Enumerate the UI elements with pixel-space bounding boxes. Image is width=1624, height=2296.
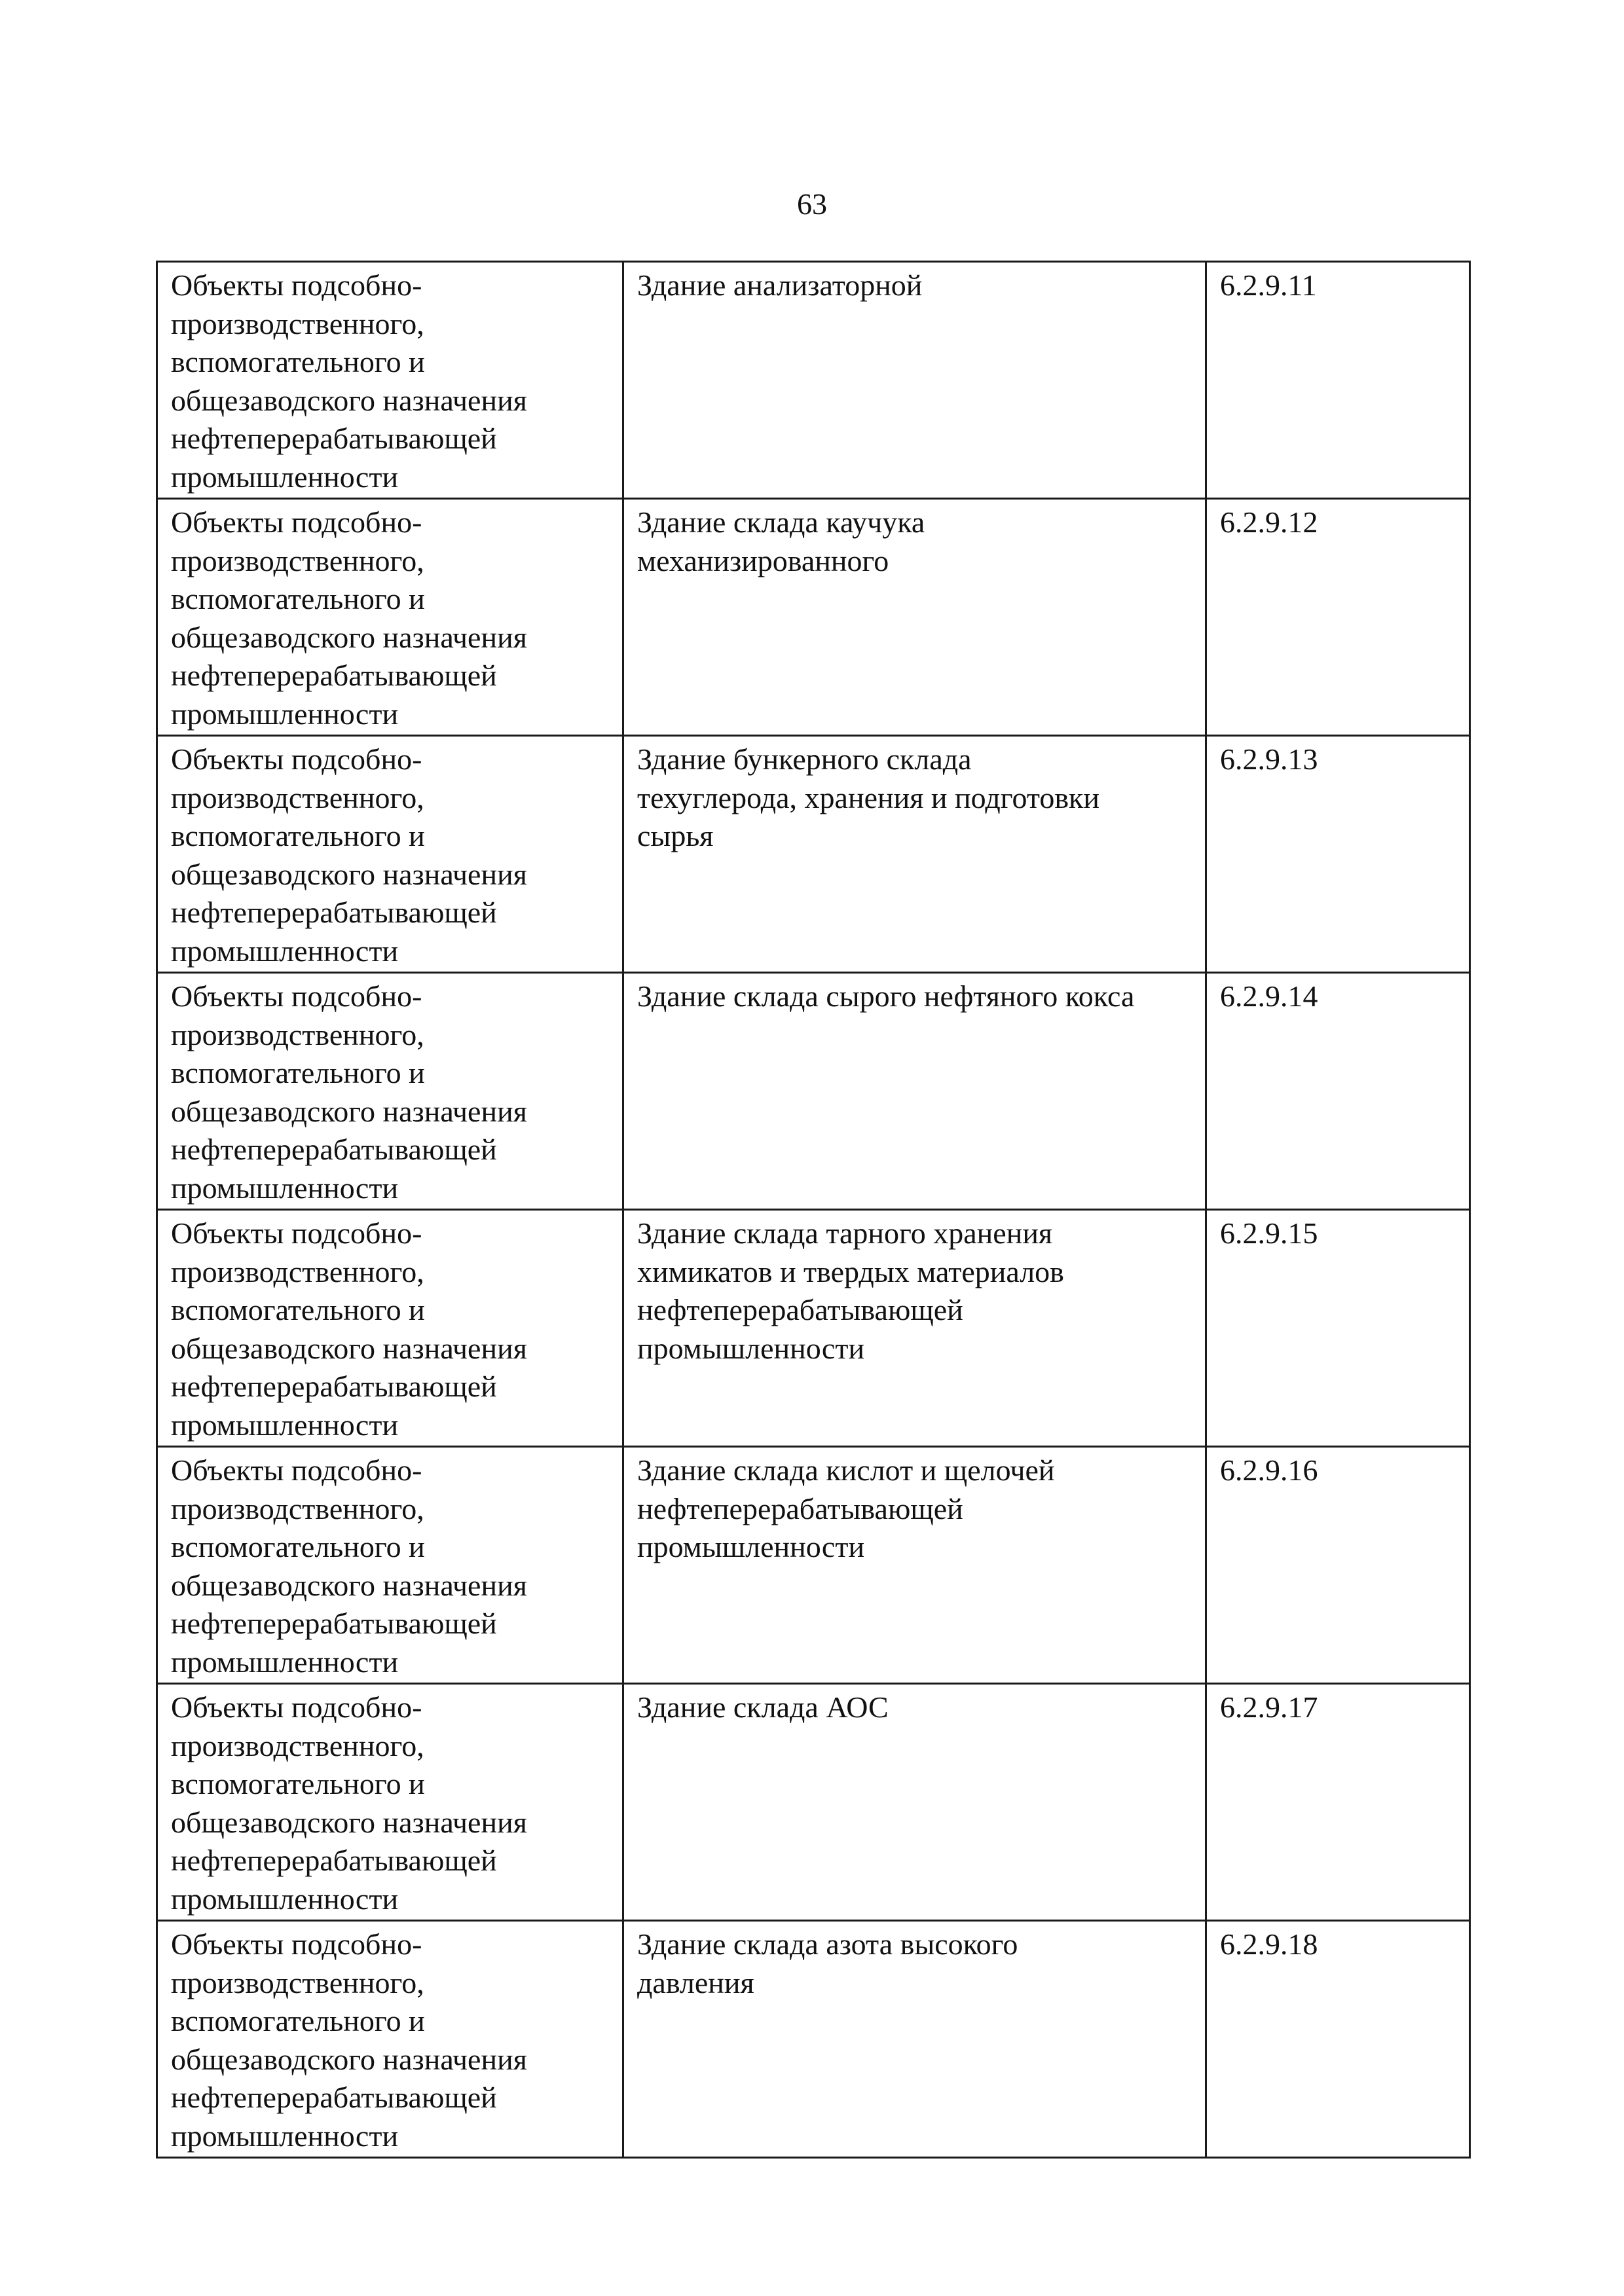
code-value: 6.2.9.13 xyxy=(1220,742,1318,776)
category-line: вспомогательного и xyxy=(171,2004,425,2037)
category-line: Объекты подсобно- xyxy=(171,1927,422,1961)
category-line: промышленности xyxy=(171,1882,399,1916)
object-name-line: промышленности xyxy=(637,1331,865,1365)
category-line: промышленности xyxy=(171,697,399,731)
category-cell xyxy=(157,1210,623,1447)
table-row xyxy=(157,1447,1470,1684)
category-line: производственного, xyxy=(171,1017,424,1051)
table-row xyxy=(157,1210,1470,1447)
object-name-line: сырья xyxy=(637,819,714,852)
category-line: нефтеперерабатывающей xyxy=(171,1844,497,1877)
object-name-line: Здание склада азота высокого xyxy=(637,1927,1018,1961)
document-table-wrapper xyxy=(156,261,1469,2159)
object-name-line: механизированного xyxy=(637,543,889,577)
category-line: промышленности xyxy=(171,460,399,494)
object-name-line: Здание склада кислот и щелочей xyxy=(637,1453,1055,1487)
object-name-line: Здание склада АОС xyxy=(637,1690,889,1724)
category-line: вспомогательного и xyxy=(171,345,425,378)
object-name-cell xyxy=(623,1684,1206,1921)
category-cell xyxy=(157,1921,623,2158)
category-line: общезаводского назначения xyxy=(171,1331,527,1365)
object-name-line: Здание склада тарного хранения xyxy=(637,1216,1053,1250)
category-line: вспомогательного и xyxy=(171,582,425,615)
code-cell xyxy=(1206,1921,1470,2158)
object-name-cell xyxy=(623,973,1206,1210)
category-line: нефтеперерабатывающей xyxy=(171,659,497,692)
table-row xyxy=(157,1684,1470,1921)
code-value: 6.2.9.12 xyxy=(1220,505,1318,539)
object-name-line: давления xyxy=(637,1965,754,1999)
page-number: 63 xyxy=(797,187,827,221)
category-line: промышленности xyxy=(171,1408,399,1442)
object-name-cell xyxy=(623,1210,1206,1447)
code-cell xyxy=(1206,1447,1470,1684)
code-cell xyxy=(1206,499,1470,736)
object-name-line: нефтеперерабатывающей xyxy=(637,1293,963,1326)
category-line: Объекты подсобно- xyxy=(171,742,422,776)
category-line: общезаводского назначения xyxy=(171,2042,527,2076)
object-name-cell xyxy=(623,1921,1206,2158)
category-line: производственного, xyxy=(171,1728,424,1762)
category-line: общезаводского назначения xyxy=(171,1094,527,1128)
object-name-cell xyxy=(623,499,1206,736)
code-value: 6.2.9.11 xyxy=(1220,268,1317,302)
table-row xyxy=(157,973,1470,1210)
code-cell xyxy=(1206,1684,1470,1921)
code-cell xyxy=(1206,973,1470,1210)
object-name-line: техуглерода, хранения и подготовки xyxy=(637,780,1100,814)
category-cell xyxy=(157,499,623,736)
category-line: промышленности xyxy=(171,934,399,968)
category-line: промышленности xyxy=(171,1171,399,1205)
code-value: 6.2.9.15 xyxy=(1220,1216,1318,1250)
object-name-line: промышленности xyxy=(637,1530,865,1563)
table-row xyxy=(157,736,1470,973)
category-line: нефтеперерабатывающей xyxy=(171,1370,497,1403)
table-row xyxy=(157,499,1470,736)
object-name-line: Здание склада каучука xyxy=(637,505,925,539)
code-cell xyxy=(1206,262,1470,499)
object-name-cell xyxy=(623,736,1206,973)
category-line: производственного, xyxy=(171,306,424,340)
category-line: вспомогательного и xyxy=(171,1767,425,1800)
code-cell xyxy=(1206,736,1470,973)
category-cell xyxy=(157,1684,623,1921)
code-value: 6.2.9.16 xyxy=(1220,1453,1318,1487)
category-line: нефтеперерабатывающей xyxy=(171,896,497,929)
category-line: вспомогательного и xyxy=(171,1056,425,1089)
category-cell xyxy=(157,973,623,1210)
category-cell xyxy=(157,1447,623,1684)
category-line: нефтеперерабатывающей xyxy=(171,422,497,455)
category-cell xyxy=(157,736,623,973)
table-row xyxy=(157,262,1470,499)
object-name-cell xyxy=(623,262,1206,499)
category-line: Объекты подсобно- xyxy=(171,1216,422,1250)
category-line: производственного, xyxy=(171,1254,424,1288)
category-line: нефтеперерабатывающей xyxy=(171,1607,497,1640)
object-name-line: химикатов и твердых материалов xyxy=(637,1254,1064,1288)
category-line: общезаводского назначения xyxy=(171,857,527,891)
object-name-line: Здание бункерного склада xyxy=(637,742,972,776)
category-line: промышленности xyxy=(171,1645,399,1679)
table-row xyxy=(157,1921,1470,2158)
code-cell xyxy=(1206,1210,1470,1447)
category-line: производственного, xyxy=(171,1965,424,1999)
object-name-line: Здание склада сырого нефтяного кокса xyxy=(637,979,1135,1013)
category-line: вспомогательного и xyxy=(171,1293,425,1326)
category-line: вспомогательного и xyxy=(171,819,425,852)
category-line: производственного, xyxy=(171,780,424,814)
category-line: общезаводского назначения xyxy=(171,620,527,654)
category-line: Объекты подсобно- xyxy=(171,979,422,1013)
category-line: производственного, xyxy=(171,543,424,577)
table-body xyxy=(157,262,1470,2158)
code-value: 6.2.9.17 xyxy=(1220,1690,1318,1724)
category-line: Объекты подсобно- xyxy=(171,505,422,539)
category-line: общезаводского назначения xyxy=(171,1568,527,1602)
category-line: Объекты подсобно- xyxy=(171,1690,422,1724)
category-line: общезаводского назначения xyxy=(171,383,527,417)
category-line: Объекты подсобно- xyxy=(171,268,422,302)
category-line: вспомогательного и xyxy=(171,1530,425,1563)
category-cell xyxy=(157,262,623,499)
code-value: 6.2.9.18 xyxy=(1220,1927,1318,1961)
category-line: Объекты подсобно- xyxy=(171,1453,422,1487)
category-line: нефтеперерабатывающей xyxy=(171,2081,497,2114)
category-line: общезаводского назначения xyxy=(171,1805,527,1839)
code-value: 6.2.9.14 xyxy=(1220,979,1318,1013)
category-line: производственного, xyxy=(171,1491,424,1525)
object-name-line: Здание анализаторной xyxy=(637,268,923,302)
object-name-cell xyxy=(623,1447,1206,1684)
object-name-line: нефтеперерабатывающей xyxy=(637,1491,963,1525)
category-line: промышленности xyxy=(171,2119,399,2153)
category-line: нефтеперерабатывающей xyxy=(171,1133,497,1166)
document-table xyxy=(156,261,1471,2159)
